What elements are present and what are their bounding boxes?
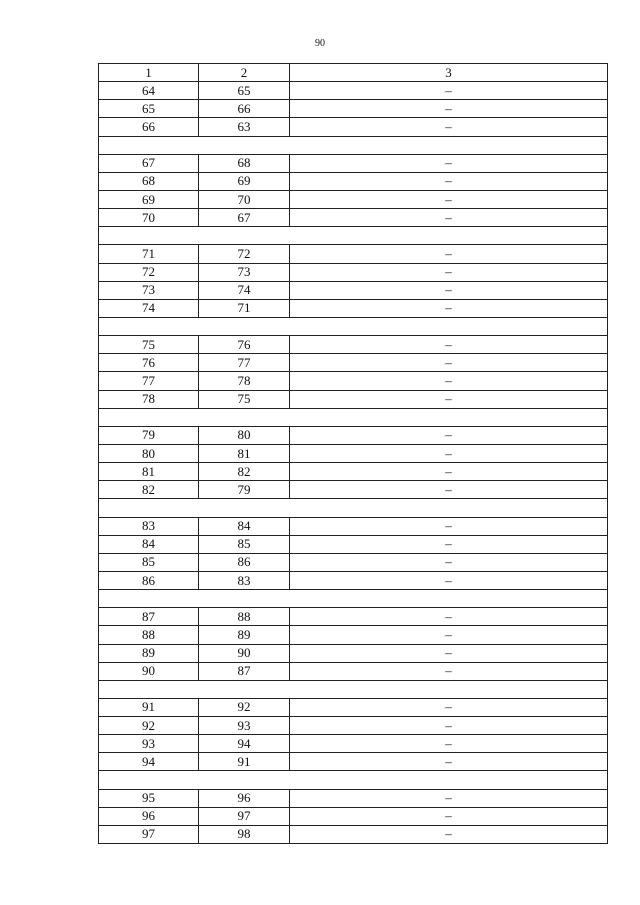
table-cell-col-3: –: [290, 517, 608, 535]
table-cell-col-2: 70: [199, 190, 290, 208]
table-row: [99, 735, 608, 753]
table-cell-col-2: 83: [199, 571, 290, 589]
table-cell-col-2: 67: [199, 209, 290, 227]
table-cell-col-1: 79: [99, 426, 199, 444]
table-cell-col-1: 77: [99, 372, 199, 390]
table-row: [99, 481, 608, 499]
table-cell-col-2: 84: [199, 517, 290, 535]
table-cell-col-3: –: [290, 825, 608, 843]
table-cell-col-1: 96: [99, 807, 199, 825]
table-row: [99, 118, 608, 136]
table-cell-col-1: 97: [99, 825, 199, 843]
table-cell-col-3: –: [290, 154, 608, 172]
table-row: [99, 172, 608, 190]
group-separator-row: [99, 408, 608, 426]
table-cell-col-1: 80: [99, 444, 199, 462]
table-cell-col-1: 69: [99, 190, 199, 208]
table-cell-col-3: –: [290, 82, 608, 100]
table-cell-col-1: 86: [99, 571, 199, 589]
table-cell-col-2: 86: [199, 553, 290, 571]
table-cell-col-3: –: [290, 190, 608, 208]
table-cell-col-3: –: [290, 372, 608, 390]
table-cell-col-1: 78: [99, 390, 199, 408]
table-cell-col-1: 71: [99, 245, 199, 263]
table-cell-col-3: –: [290, 662, 608, 680]
table-row: [99, 100, 608, 118]
table-cell-col-1: 76: [99, 354, 199, 372]
table-cell-col-3: –: [290, 608, 608, 626]
table-cell-col-3: –: [290, 644, 608, 662]
table-cell-col-2: 94: [199, 735, 290, 753]
table-cell-col-3: –: [290, 245, 608, 263]
table-cell-col-3: –: [290, 535, 608, 553]
table-cell-col-1: 68: [99, 172, 199, 190]
column-header-2: 2: [199, 64, 290, 82]
table-cell-col-2: 68: [199, 154, 290, 172]
table-cell-col-2: 96: [199, 789, 290, 807]
table-cell-col-1: 73: [99, 281, 199, 299]
data-table: [98, 63, 608, 844]
table-cell-col-3: –: [290, 263, 608, 281]
table-cell-col-1: 66: [99, 118, 199, 136]
table-row: [99, 281, 608, 299]
table-cell-col-3: –: [290, 299, 608, 317]
group-separator-row: [99, 499, 608, 517]
table-row: [99, 662, 608, 680]
table-cell-col-1: 82: [99, 481, 199, 499]
table-cell-col-1: 75: [99, 336, 199, 354]
table-cell-col-1: 94: [99, 753, 199, 771]
table-cell-col-2: 92: [199, 698, 290, 716]
table-header-row: [99, 64, 608, 82]
table-cell-col-2: 74: [199, 281, 290, 299]
table-cell-col-2: 82: [199, 463, 290, 481]
table-cell-col-1: 91: [99, 698, 199, 716]
table-cell-col-1: 67: [99, 154, 199, 172]
table-cell-col-2: 85: [199, 535, 290, 553]
table-cell-col-1: 85: [99, 553, 199, 571]
table-cell-col-3: –: [290, 444, 608, 462]
column-header-1: 1: [99, 64, 199, 82]
table-row: [99, 698, 608, 716]
table-row: [99, 626, 608, 644]
table-cell-col-3: –: [290, 336, 608, 354]
table-row: [99, 82, 608, 100]
table-row: [99, 807, 608, 825]
table-cell-col-3: –: [290, 354, 608, 372]
table-cell-col-2: 91: [199, 753, 290, 771]
table-cell-col-3: –: [290, 735, 608, 753]
table-row: [99, 753, 608, 771]
group-separator-cell: [99, 680, 608, 698]
table-cell-col-2: 63: [199, 118, 290, 136]
table-cell-col-2: 76: [199, 336, 290, 354]
group-separator-row: [99, 771, 608, 789]
table-cell-col-3: –: [290, 426, 608, 444]
table-cell-col-1: 72: [99, 263, 199, 281]
table-cell-col-1: 81: [99, 463, 199, 481]
group-separator-cell: [99, 499, 608, 517]
table-cell-col-2: 77: [199, 354, 290, 372]
table-row: [99, 426, 608, 444]
table-row: [99, 571, 608, 589]
table-row: [99, 390, 608, 408]
table-row: [99, 444, 608, 462]
table-cell-col-1: 95: [99, 789, 199, 807]
table-row: [99, 354, 608, 372]
table-cell-col-1: 83: [99, 517, 199, 535]
table-row: [99, 717, 608, 735]
table-cell-col-2: 73: [199, 263, 290, 281]
table-cell-col-3: –: [290, 717, 608, 735]
table-cell-col-2: 65: [199, 82, 290, 100]
table-row: [99, 517, 608, 535]
group-separator-cell: [99, 590, 608, 608]
table-cell-col-3: –: [290, 118, 608, 136]
table-row: [99, 553, 608, 571]
group-separator-row: [99, 590, 608, 608]
table-cell-col-1: 70: [99, 209, 199, 227]
table-cell-col-1: 90: [99, 662, 199, 680]
table-cell-col-2: 93: [199, 717, 290, 735]
group-separator-cell: [99, 408, 608, 426]
table-cell-col-2: 90: [199, 644, 290, 662]
table-cell-col-3: –: [290, 553, 608, 571]
table-row: [99, 245, 608, 263]
table-cell-col-3: –: [290, 390, 608, 408]
table-cell-col-1: 89: [99, 644, 199, 662]
table-cell-col-3: –: [290, 281, 608, 299]
table-cell-col-3: –: [290, 571, 608, 589]
table-cell-col-2: 66: [199, 100, 290, 118]
table-cell-col-3: –: [290, 172, 608, 190]
table-row: [99, 299, 608, 317]
table-cell-col-2: 79: [199, 481, 290, 499]
group-separator-cell: [99, 227, 608, 245]
table-cell-col-3: –: [290, 807, 608, 825]
group-separator-row: [99, 680, 608, 698]
table-cell-col-2: 88: [199, 608, 290, 626]
group-separator-cell: [99, 136, 608, 154]
table-cell-col-2: 75: [199, 390, 290, 408]
table-body: [99, 82, 608, 844]
table-row: [99, 789, 608, 807]
table-cell-col-2: 81: [199, 444, 290, 462]
table-row: [99, 190, 608, 208]
table-row: [99, 336, 608, 354]
group-separator-row: [99, 317, 608, 335]
table-row: [99, 263, 608, 281]
table-cell-col-3: –: [290, 100, 608, 118]
table-cell-col-1: 92: [99, 717, 199, 735]
table-cell-col-2: 69: [199, 172, 290, 190]
table-cell-col-3: –: [290, 463, 608, 481]
table-cell-col-2: 80: [199, 426, 290, 444]
table-cell-col-3: –: [290, 626, 608, 644]
table-cell-col-1: 88: [99, 626, 199, 644]
table-cell-col-3: –: [290, 481, 608, 499]
table-cell-col-2: 87: [199, 662, 290, 680]
table-cell-col-2: 71: [199, 299, 290, 317]
table-cell-col-1: 84: [99, 535, 199, 553]
table-cell-col-2: 89: [199, 626, 290, 644]
table-row: [99, 825, 608, 843]
table-row: [99, 372, 608, 390]
table-cell-col-1: 93: [99, 735, 199, 753]
table-row: [99, 644, 608, 662]
group-separator-cell: [99, 317, 608, 335]
group-separator-cell: [99, 771, 608, 789]
group-separator-row: [99, 136, 608, 154]
table-cell-col-2: 78: [199, 372, 290, 390]
table-cell-col-2: 72: [199, 245, 290, 263]
table-cell-col-1: 65: [99, 100, 199, 118]
table-cell-col-1: 64: [99, 82, 199, 100]
table-cell-col-2: 98: [199, 825, 290, 843]
table-cell-col-3: –: [290, 698, 608, 716]
table-row: [99, 209, 608, 227]
table-cell-col-1: 87: [99, 608, 199, 626]
table-row: [99, 463, 608, 481]
table-cell-col-3: –: [290, 209, 608, 227]
table-row: [99, 154, 608, 172]
table-cell-col-2: 97: [199, 807, 290, 825]
table-row: [99, 535, 608, 553]
group-separator-row: [99, 227, 608, 245]
table-cell-col-3: –: [290, 789, 608, 807]
page-number: 90: [315, 38, 325, 49]
table-cell-col-3: –: [290, 753, 608, 771]
table-cell-col-1: 74: [99, 299, 199, 317]
column-header-3: 3: [290, 64, 608, 82]
table-row: [99, 608, 608, 626]
